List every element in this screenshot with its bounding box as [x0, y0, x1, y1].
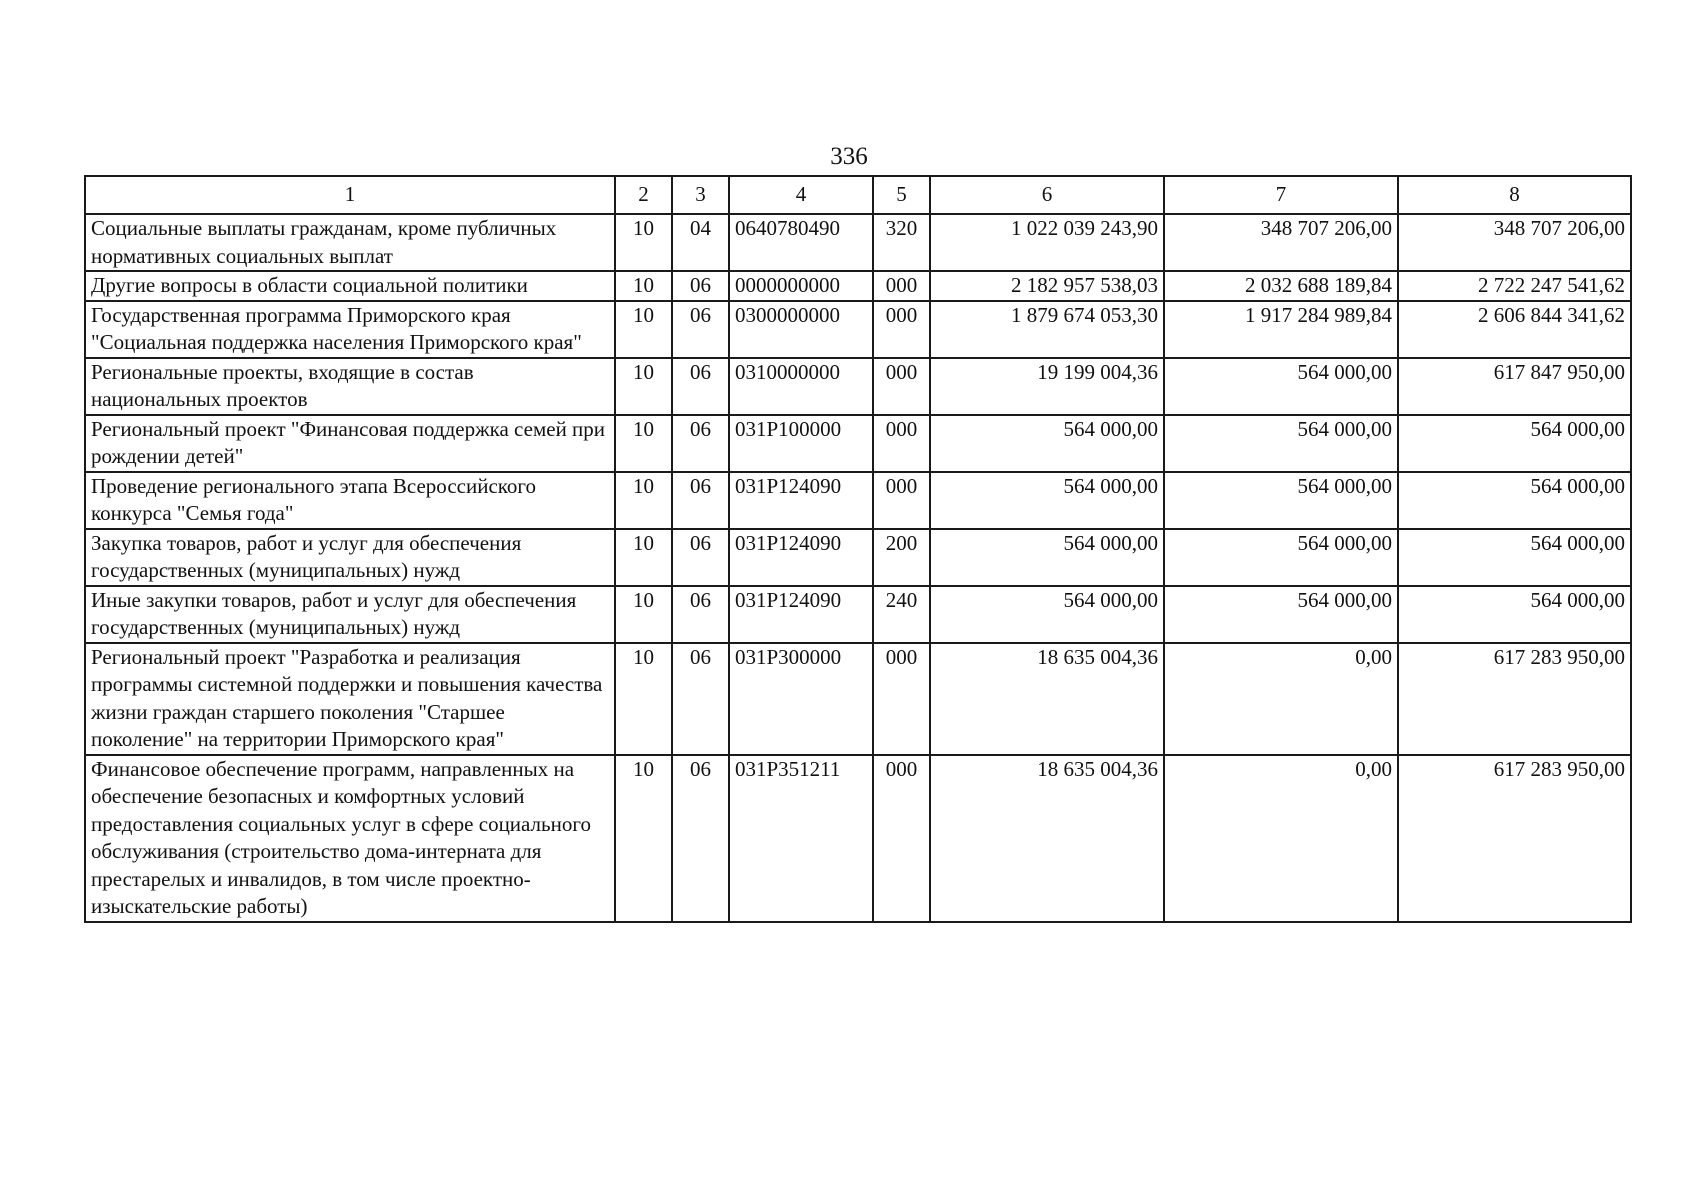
table-row: [85, 301, 1631, 358]
amount-col-7: 564 000,00: [1164, 586, 1398, 643]
subsection-code: 06: [672, 271, 729, 301]
amount-col-7: 2 032 688 189,84: [1164, 271, 1398, 301]
amount-col-6: 18 635 004,36: [930, 643, 1164, 755]
amount-col-8: 564 000,00: [1398, 415, 1631, 472]
amount-col-7: 564 000,00: [1164, 472, 1398, 529]
table-row: [85, 643, 1631, 755]
target-article-code: 031P100000: [729, 415, 873, 472]
section-code: 10: [615, 472, 672, 529]
expense-type-code: 200: [873, 529, 930, 586]
row-name: Другие вопросы в области социальной политики: [85, 271, 615, 301]
expense-type-code: 000: [873, 755, 930, 922]
target-article-code: 031P124090: [729, 586, 873, 643]
amount-col-8: 564 000,00: [1398, 586, 1631, 643]
row-name: Региональные проекты, входящие в состав национальных проектов: [85, 358, 615, 415]
header-col-6: 6: [930, 176, 1164, 214]
amount-col-8: 2 722 247 541,62: [1398, 271, 1631, 301]
header-col-3: 3: [672, 176, 729, 214]
expense-type-code: 000: [873, 472, 930, 529]
amount-col-6: 564 000,00: [930, 415, 1164, 472]
subsection-code: 06: [672, 301, 729, 358]
section-code: 10: [615, 529, 672, 586]
target-article-code: 031P351211: [729, 755, 873, 922]
header-col-5: 5: [873, 176, 930, 214]
table-row: [85, 529, 1631, 586]
section-code: 10: [615, 415, 672, 472]
amount-col-8: 617 283 950,00: [1398, 755, 1631, 922]
row-name: Государственная программа Приморского края "Социальная поддержка населения Приморского края": [85, 301, 615, 358]
subsection-code: 06: [672, 643, 729, 755]
section-code: 10: [615, 643, 672, 755]
section-code: 10: [615, 271, 672, 301]
header-row: [85, 176, 1631, 214]
page-number: 336: [830, 143, 868, 170]
header-col-4: 4: [729, 176, 873, 214]
expense-type-code: 000: [873, 415, 930, 472]
section-code: 10: [615, 301, 672, 358]
amount-col-6: 1 022 039 243,90: [930, 214, 1164, 271]
target-article-code: 0300000000: [729, 301, 873, 358]
amount-col-8: 617 283 950,00: [1398, 643, 1631, 755]
target-article-code: 031P124090: [729, 529, 873, 586]
expense-type-code: 000: [873, 358, 930, 415]
expense-type-code: 000: [873, 271, 930, 301]
section-code: 10: [615, 358, 672, 415]
table-row: [85, 415, 1631, 472]
table-row: [85, 755, 1631, 922]
expense-type-code: 000: [873, 643, 930, 755]
row-name: Региональный проект "Финансовая поддержка семей при рождении детей": [85, 415, 615, 472]
expense-type-code: 000: [873, 301, 930, 358]
amount-col-6: 19 199 004,36: [930, 358, 1164, 415]
subsection-code: 06: [672, 755, 729, 922]
header-col-2: 2: [615, 176, 672, 214]
header-col-1: 1: [85, 176, 615, 214]
subsection-code: 04: [672, 214, 729, 271]
row-name: Иные закупки товаров, работ и услуг для обеспечения государственных (муниципальных) нужд: [85, 586, 615, 643]
amount-col-7: 0,00: [1164, 755, 1398, 922]
target-article-code: 0640780490: [729, 214, 873, 271]
subsection-code: 06: [672, 415, 729, 472]
amount-col-6: 564 000,00: [930, 529, 1164, 586]
target-article-code: 0310000000: [729, 358, 873, 415]
amount-col-8: 348 707 206,00: [1398, 214, 1631, 271]
header-col-7: 7: [1164, 176, 1398, 214]
amount-col-8: 564 000,00: [1398, 472, 1631, 529]
table-row: [85, 472, 1631, 529]
amount-col-8: 2 606 844 341,62: [1398, 301, 1631, 358]
row-name: Проведение регионального этапа Всероссийского конкурса "Семья года": [85, 472, 615, 529]
amount-col-6: 564 000,00: [930, 586, 1164, 643]
amount-col-7: 1 917 284 989,84: [1164, 301, 1398, 358]
row-name: Региональный проект "Разработка и реализация программы системной поддержки и повышения качества жизни граждан старшего поколения "Старшее поколение" на территории Приморского края": [85, 643, 615, 755]
amount-col-7: 564 000,00: [1164, 415, 1398, 472]
expense-type-code: 320: [873, 214, 930, 271]
amount-col-6: 564 000,00: [930, 472, 1164, 529]
section-code: 10: [615, 214, 672, 271]
amount-col-6: 1 879 674 053,30: [930, 301, 1164, 358]
subsection-code: 06: [672, 586, 729, 643]
amount-col-8: 617 847 950,00: [1398, 358, 1631, 415]
table-row: [85, 586, 1631, 643]
subsection-code: 06: [672, 358, 729, 415]
header-col-8: 8: [1398, 176, 1631, 214]
row-name: Социальные выплаты гражданам, кроме публичных нормативных социальных выплат: [85, 214, 615, 271]
amount-col-7: 348 707 206,00: [1164, 214, 1398, 271]
target-article-code: 0000000000: [729, 271, 873, 301]
section-code: 10: [615, 586, 672, 643]
amount-col-8: 564 000,00: [1398, 529, 1631, 586]
table-row: [85, 214, 1631, 271]
amount-col-6: 2 182 957 538,03: [930, 271, 1164, 301]
section-code: 10: [615, 755, 672, 922]
row-name: Закупка товаров, работ и услуг для обеспечения государственных (муниципальных) нужд: [85, 529, 615, 586]
target-article-code: 031P300000: [729, 643, 873, 755]
subsection-code: 06: [672, 529, 729, 586]
row-name: Финансовое обеспечение программ, направленных на обеспечение безопасных и комфортных условий предоставления социальных услуг в сфере социального обслуживания (строительство дома-интерната для престарелых и инвалидов, в том числе проектно-изыскательские работы): [85, 755, 615, 922]
table-row: [85, 271, 1631, 301]
amount-col-7: 564 000,00: [1164, 529, 1398, 586]
expense-type-code: 240: [873, 586, 930, 643]
target-article-code: 031P124090: [729, 472, 873, 529]
amount-col-6: 18 635 004,36: [930, 755, 1164, 922]
table-row: [85, 358, 1631, 415]
amount-col-7: 0,00: [1164, 643, 1398, 755]
amount-col-7: 564 000,00: [1164, 358, 1398, 415]
subsection-code: 06: [672, 472, 729, 529]
budget-table: [84, 175, 1632, 923]
